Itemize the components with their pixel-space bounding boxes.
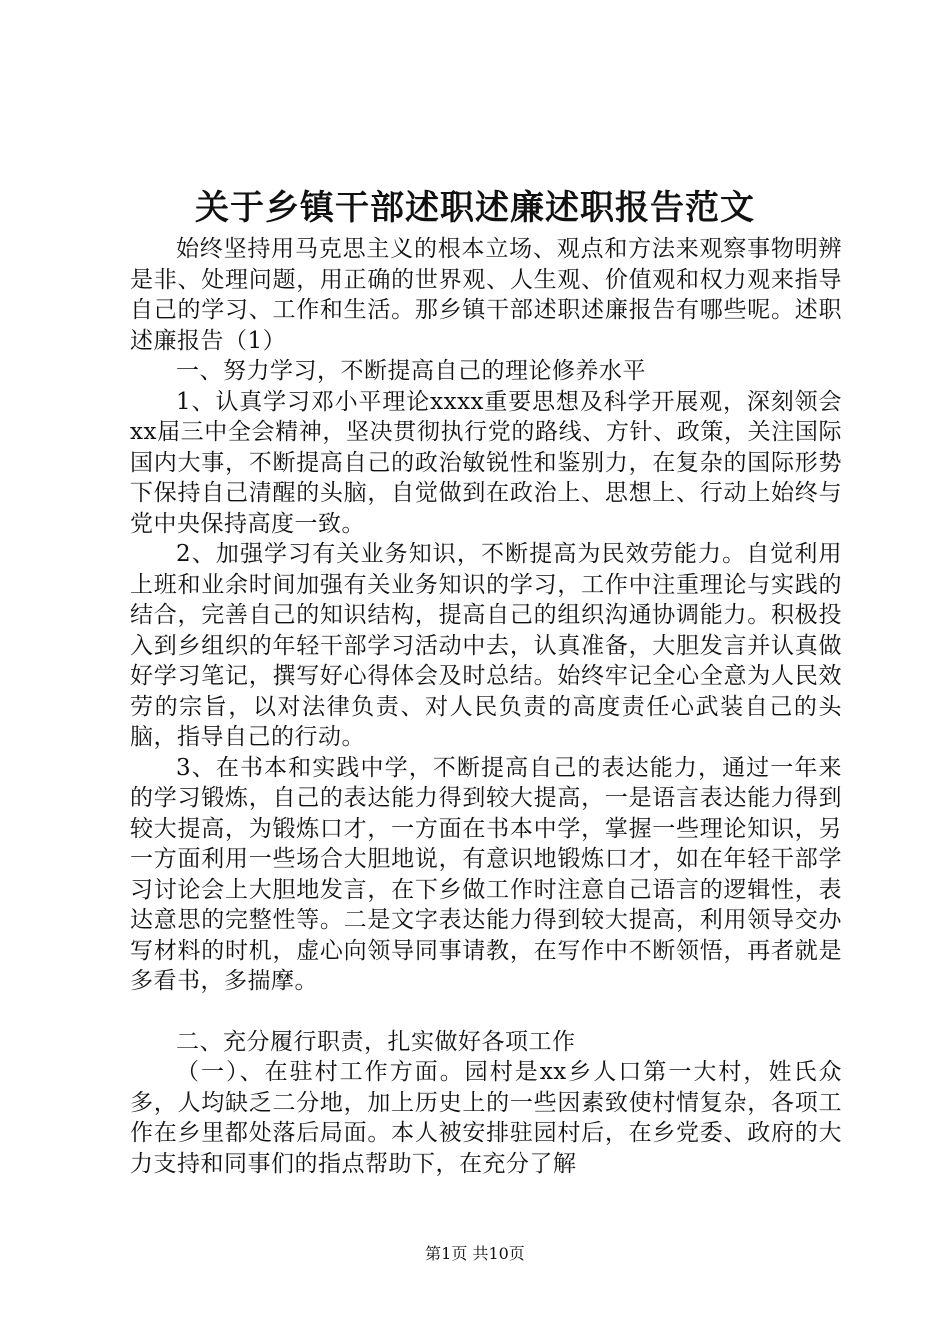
paragraph-item-1: 1、认真学习邓小平理论xxxx重要思想及科学开展观，深刻领会xx届三中全会精神，坚决贯彻执行党的路线、方针、政策，关注国际国内大事，不断提高自己的政治敏锐性和鉴别力，在复杂的国际形势下保持自己清醒的头脑，自觉做到在政治上、思想上、行动上始终与党中央保持高度一致。 <box>130 388 842 537</box>
paragraph-sub-1: （一）、在驻村工作方面。园村是xx乡人口第一大村，姓氏众多，人均缺乏二分地，加上历史上的一些因素致使村情复杂，各项工作在乡里都处落后局面。本人被安排驻园村后，在乡党委、政府的大力支持和同事们的指点帮助下，在充分了解 <box>130 1059 842 1177</box>
section-heading-1: 一、努力学习，不断提高自己的理论修养水平 <box>176 358 646 384</box>
page-number: 第1页 共10页 <box>425 1244 525 1263</box>
paragraph-item-3: 3、在书本和实践中学，不断提高自己的表达能力，通过一年来的学习锻炼，自己的表达能力得到较大提高，一是语言表达能力得到较大提高，为锻炼口才，一方面在书本中学，掌握一些理论知识，另一方面利用一些场合大胆地说，有意识地锻炼口才，如在年轻干部学习讨论会上大胆地发言，在下乡做工作时注意自己语言的逻辑性，表达意思的完整性等。二是文字表达能力得到较大提高，利用领导交办写材料的时机，虚心向领导同事请教，在写作中不断领悟，再者就是多看书，多揣摩。 <box>130 754 842 994</box>
document-title: 关于乡镇干部述职述廉述职报告范文 <box>195 188 755 228</box>
document-body <box>130 234 842 1179</box>
paragraph-intro: 始终坚持用马克思主义的根本立场、观点和方法来观察事物明辨是非、处理问题，用正确的世界观、人生观、价值观和权力观来指导自己的学习、工作和生活。那乡镇干部述职述廉报告有哪些呢。述职述廉报告（1） <box>130 236 842 354</box>
paragraph-item-2: 2、加强学习有关业务知识，不断提高为民效劳能力。自觉利用上班和业余时间加强有关业务知识的学习，工作中注重理论与实践的结合，完善自己的知识结构，提高自己的组织沟通协调能力。积极投入到乡组织的年轻干部学习活动中去，认真准备，大胆发言并认真做好学习笔记，撰写好心得体会及时总结。始终牢记全心全意为人民效劳的宗旨，以对法律负责、对人民负责的高度责任心武装自己的头脑，指导自己的行动。 <box>130 541 842 750</box>
section-heading-2: 二、充分履行职责，扎实做好各项工作 <box>176 1028 576 1055</box>
